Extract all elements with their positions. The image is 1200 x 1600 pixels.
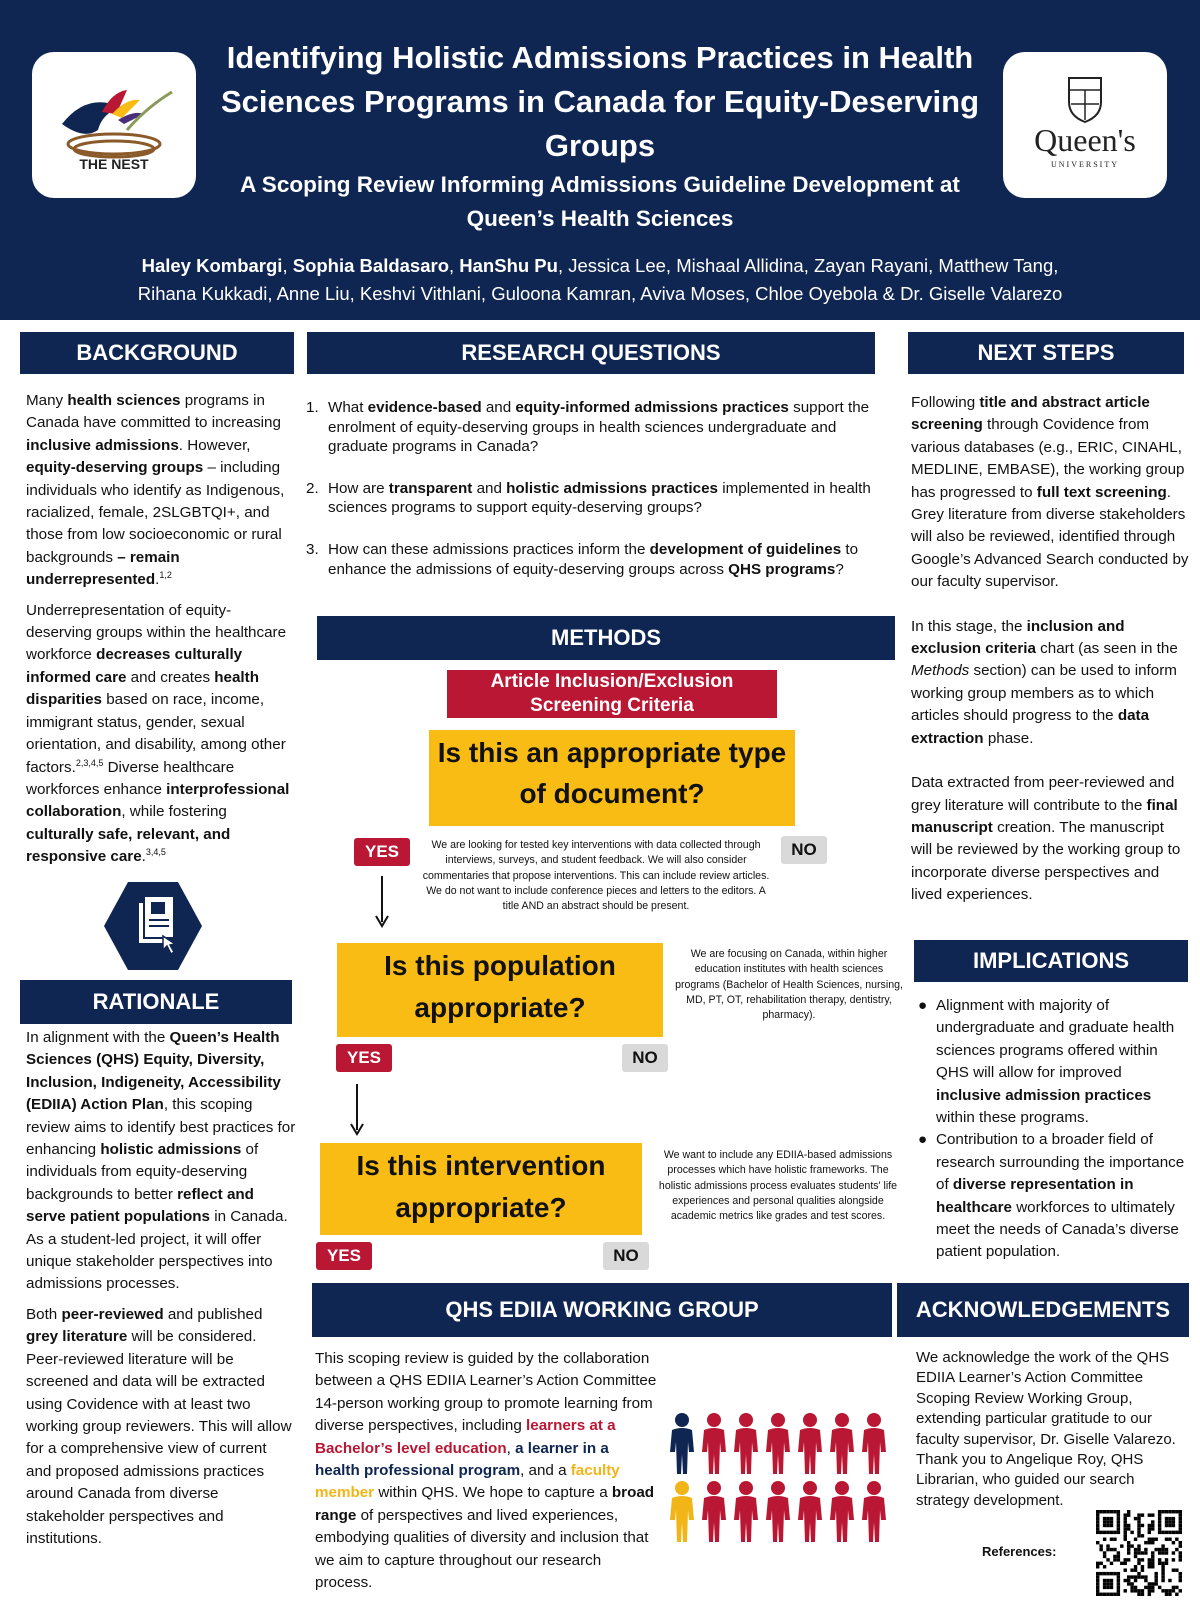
document-application-icon bbox=[103, 880, 203, 972]
person-icon bbox=[670, 1481, 694, 1542]
acknowledgements-text: We acknowledge the work of the QHS EDIIA Learner’s Action Committee Scoping Review Working Group, extending particular gratitude to our faculty supervisor, Dr. Giselle Valarezo. Thank you to Angelique Roy, QHS Librarian, who guided our search strategy development. bbox=[916, 1349, 1176, 1509]
section-next-steps: NEXT STEPS bbox=[908, 332, 1184, 374]
queens-logo-subtext: UNIVERSITY bbox=[1051, 160, 1119, 169]
research-question-3: 3. How can these admissions practices inform the development of guidelines to enhance the admissions of equity-deserving groups across QHS programs? bbox=[306, 540, 859, 578]
background-p2: Underrepresentation of equity-deserving groups within the healthcare workforce decreases culturally informed care and creates health disparities based on race, income, immigrant status, gender, sexual orientation, and disability, among other factors.$^{2,3,4,5}$ Diverse healthcare workforces enhance interprofessional collaboration, while fostering culturally safe, relevant, and responsive care.$^{3,4,5}$ bbox=[26, 601, 290, 866]
working-group-people-icons bbox=[666, 1410, 896, 1542]
queens-logo-text: Queen's bbox=[1034, 122, 1136, 158]
question-document-type: Is this an appropriate type of document? bbox=[429, 730, 795, 826]
authors-line1-rest: , Jessica Lee, Mishaal Allidina, Zayan Rayani, Matthew Tang, bbox=[557, 255, 1059, 276]
no-label-3: NO bbox=[603, 1242, 649, 1270]
note-population: We are focusing on Canada, within higher education institutes with health sciences programs (Bachelor of Health Sciences, nursing, MD, PT, OT, rehabilitation therapy, dentistry, pharmacy). bbox=[675, 948, 903, 1022]
person-icon bbox=[830, 1413, 854, 1474]
research-question-2: 2. How are transparent and holistic admissions practices implemented in health sciences programs to support equity-deserving groups? bbox=[306, 479, 871, 517]
section-acknowledgements: ACKNOWLEDGEMENTS bbox=[897, 1283, 1189, 1337]
references-qr-code[interactable] bbox=[1096, 1510, 1182, 1596]
person-icon bbox=[766, 1413, 790, 1474]
no-label-2: NO bbox=[622, 1044, 668, 1072]
queens-logo bbox=[1003, 52, 1167, 198]
section-implications: IMPLICATIONS bbox=[914, 940, 1188, 982]
rationale-p1: In alignment with the Queen’s Health Sciences (QHS) Equity, Diversity, Inclusion, Indigeneity, Accessibility (EDIIA) Action Plan, this scoping review aims to identify best practices for enhancing holistic admissions of individuals from equity-deserving backgrounds to better reflect and serve patient populations in Canada. As a student-led project, it will offer unique stakeholder perspectives into admissions processes. bbox=[26, 1029, 296, 1293]
rationale-p2: Both peer-reviewed and published grey literature will be considered. Peer-reviewed literature will be screened and data will be extracted using Covidence with at least two working group reviewers. This will allow for a comprehensive view of current and proposed admissions practices around Canada from diverse stakeholder perspectives and institutions. bbox=[26, 1305, 292, 1547]
poster-subtitle: A Scoping Review Informing Admissions Guideline Development at Queen’s Health Sciences bbox=[240, 172, 960, 231]
note-intervention: We want to include any EDIIA-based admissions processes which have holistic frameworks. The holistic admissions process evaluates students' life experiences and personal qualities alongside academic metrics like grades and test scores. bbox=[658, 1149, 898, 1223]
yes-label-3: YES bbox=[316, 1242, 372, 1270]
person-icon bbox=[702, 1413, 726, 1474]
author-list: Haley Kombargi, Sophia Baldasaro, HanShu Pu, Jessica Lee, Mishaal Allidina, Zayan Rayani, Matthew Tang, Rihana Kukkadi, Anne Liu, Keshvi Vithlani, Guloona Kamran, Aviva Moses, Chloe Oyebola & Dr. Giselle Valarezo bbox=[137, 255, 1063, 304]
note-document-type: We are looking for tested key interventions with data collected through interviews, surveys, and student feedback. We will also consider commentaries that propose interventions. This can include review articles. We do not want to include conference pieces and letters to the editors. A title AND an abstract should be present. bbox=[422, 839, 770, 913]
next-steps-p3: Data extracted from peer-reviewed and grey literature will contribute to the final manuscript creation. The manuscript will be reviewed by the working group to incorporate diverse perspectives and lived experiences. bbox=[911, 774, 1181, 904]
nest-logo-text: THE NEST bbox=[79, 156, 149, 172]
arrow-down-icon-2 bbox=[349, 1084, 365, 1136]
next-steps-p1: Following title and abstract article screening through Covidence from various databases (e.g., ERIC, CINAHL, MEDLINE, EMBASE), the working group has progressed to full text screening. Grey literature from diverse stakeholders will also be reviewed, identified through Google’s Advanced Search conducted by our faculty supervisor. bbox=[911, 394, 1189, 591]
section-rationale: RATIONALE bbox=[20, 980, 292, 1024]
person-icon bbox=[734, 1413, 758, 1474]
background-p1: Many health sciences programs in Canada have committed to increasing inclusive admissions. However, equity-deserving groups – including individuals who identify as Indigenous, racialized, female, 2SLGBTQI+, and those from low socioeconomic or rural backgrounds – remain underrepresented.$^{1,2}$ bbox=[26, 392, 285, 589]
person-icon bbox=[862, 1481, 886, 1542]
section-research-questions: RESEARCH QUESTIONS bbox=[307, 332, 875, 374]
person-icon bbox=[830, 1481, 854, 1542]
rationale-text bbox=[26, 1027, 296, 1558]
question-intervention: Is this intervention appropriate? bbox=[320, 1143, 642, 1235]
person-icon bbox=[798, 1481, 822, 1542]
no-label-1: NO bbox=[781, 836, 827, 864]
yes-label-1: YES bbox=[354, 838, 410, 866]
person-icon bbox=[798, 1413, 822, 1474]
person-icon bbox=[734, 1481, 758, 1542]
research-question-list bbox=[306, 398, 876, 601]
question-population: Is this population appropriate? bbox=[337, 943, 663, 1037]
nest-bird-icon bbox=[32, 52, 196, 198]
section-methods: METHODS bbox=[317, 616, 895, 660]
next-steps-text bbox=[911, 392, 1189, 915]
person-icon bbox=[670, 1413, 694, 1474]
authors-line2: Rihana Kukkadi, Anne Liu, Keshvi Vithlani, Guloona Kamran, Aviva Moses, Chloe Oyebola & Dr. Giselle Valarezo bbox=[137, 283, 1063, 304]
poster-title: Identifying Holistic Admissions Practices in Health Sciences Programs in Canada for Equity-Deserving Groups bbox=[220, 40, 980, 163]
yes-label-2: YES bbox=[336, 1044, 392, 1072]
person-icon bbox=[702, 1481, 726, 1542]
working-group-text: This scoping review is guided by the collaboration between a QHS EDIIA Learner’s Action Committee 14-person working group to promote learning from diverse perspectives, including learners at a Bachelor’s level education, a learner in a health professional program, and a faculty member within QHS. We hope to capture a broad range of perspectives and lived experiences, embodying qualities of diversity and inclusion that we aim to capture throughout our research process. bbox=[315, 1350, 657, 1592]
arrow-down-icon bbox=[374, 876, 390, 928]
author-1: Haley Kombargi bbox=[141, 255, 283, 276]
person-icon bbox=[862, 1413, 886, 1474]
implications-list bbox=[914, 995, 1188, 1264]
research-question-1: 1. What evidence-based and equity-informed admissions practices support the enrolment of equity-deserving groups in health sciences undergraduate and graduate programs in Canada? bbox=[306, 399, 870, 456]
the-nest-logo bbox=[32, 52, 196, 198]
section-working-group: QHS EDIIA WORKING GROUP bbox=[312, 1283, 892, 1337]
references-label: References: bbox=[982, 1544, 1057, 1559]
person-icon bbox=[766, 1481, 790, 1542]
implication-item-2: ● Contribution to a broader field of research surrounding the importance of diverse representation in healthcare workforces to ultimately meet the needs of Canada’s diverse patient population. bbox=[918, 1131, 1185, 1261]
author-3: HanShu Pu bbox=[459, 255, 558, 276]
section-background: BACKGROUND bbox=[20, 332, 294, 374]
implication-item-1: ● Alignment with majority of undergraduate and graduate health sciences programs offered within QHS will allow for improved inclusive admission practices within these programs. bbox=[918, 997, 1175, 1127]
next-steps-p2: In this stage, the inclusion and exclusion criteria chart (as seen in the Methods section) can be used to inform working group members as to which articles should progress to the data extraction phase. bbox=[911, 617, 1178, 747]
screening-criteria-title: Article Inclusion/Exclusion Screening Criteria bbox=[447, 670, 777, 718]
background-text bbox=[26, 390, 296, 877]
author-2: Sophia Baldasaro bbox=[292, 255, 449, 276]
